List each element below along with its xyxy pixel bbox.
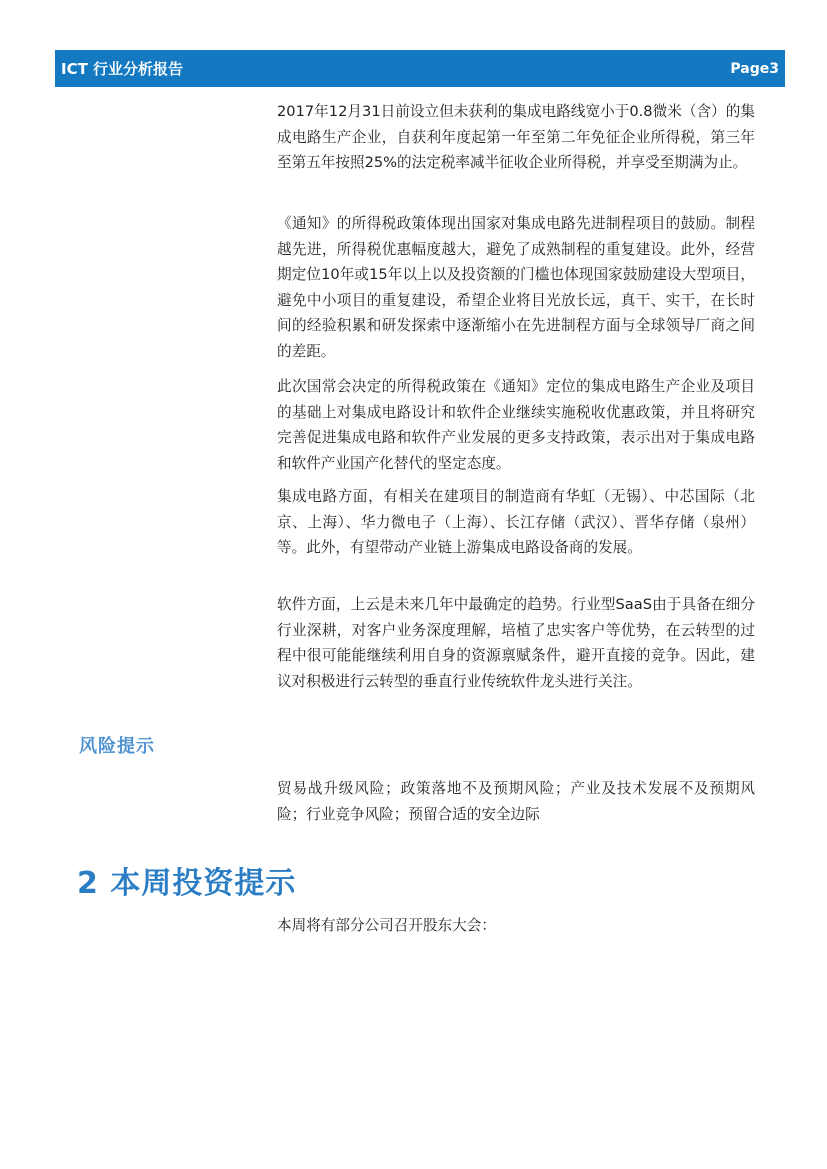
risk-heading: 风险提示 (79, 736, 155, 757)
page-number: Page3 (730, 60, 779, 77)
report-title: ICT 行业分析报告 (61, 60, 184, 78)
paragraph-tax-policy: 2017年12月31日前设立但未获利的集成电路线宽小于0.8微米（含）的集成电路生产企业，自获利年度起第一年至第二年免征企业所得税，第三年至第五年按照25%的法定税率减半征收企业所得税，并享受至期满为止。 (277, 103, 755, 171)
paragraph-state-council-decision: 此次国常会决定的所得税政策在《通知》定位的集成电路生产企业及项目的基础上对集成电路设计和软件企业继续实施税收优惠政策，并且将研究完善促进集成电路和软件产业发展的更多支持政策，表示出对于集成电路和软件产业国产化替代的坚定态度。 (277, 378, 755, 472)
section-heading: 2 本周投资提示 (77, 866, 297, 901)
paragraph-notice-analysis: 《通知》的所得税政策体现出国家对集成电路先进制程项目的鼓励。制程越先进，所得税优惠幅度越大，避免了成熟制程的重复建设。此外，经营期定位10年或15年以上以及投资额的门槛也体现国家鼓励建设大型项目，避免中小项目的重复建设，希望企业将目光放长远，真干、实干，在长时间的经验积累和研发探索中逐渐缩小在先进制程方面与全球领导厂商之间的差距。 (277, 215, 755, 360)
risk-text: 贸易战升级风险；政策落地不及预期风险；产业及技术发展不及预期风险；行业竞争风险；预留合适的安全边际 (277, 780, 755, 823)
paragraph-ic-manufacturers: 集成电路方面，有相关在建项目的制造商有华虹（无锡）、中芯国际（北京、上海）、华力微电子（上海）、长江存储（武汉）、晋华存储（泉州）等。此外，有望带动产业链上游集成电路设备商的发展。 (277, 488, 755, 556)
paragraph-software-cloud: 软件方面，上云是未来几年中最确定的趋势。行业型SaaS由于具备在细分行业深耕，对客户业务深度理解，培植了忠实客户等优势，在云转型的过程中很可能能继续利用自身的资源禀赋条件，避开直接的竞争。因此，建议对积极进行云转型的垂直行业传统软件龙头进行关注。 (277, 596, 755, 690)
section-text: 本周将有部分公司召开股东大会： (277, 917, 496, 934)
report-header-bar (55, 50, 785, 87)
